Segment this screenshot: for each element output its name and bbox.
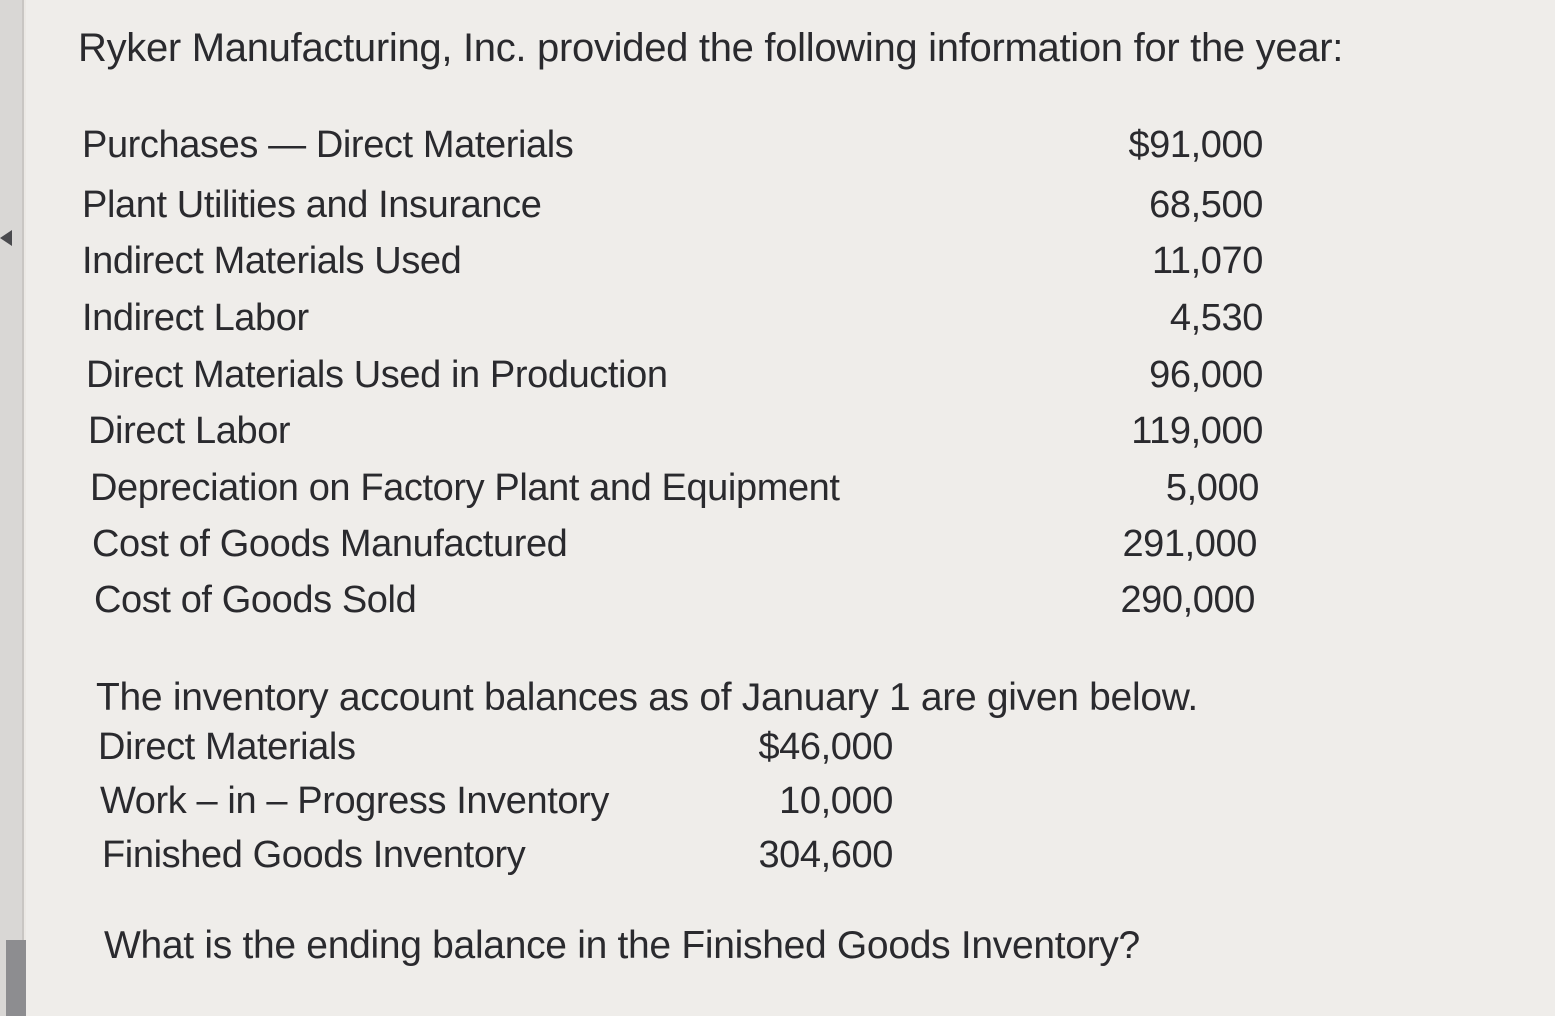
problem-heading: Ryker Manufacturing, Inc. provided the following information for the year: bbox=[78, 26, 1344, 70]
collapse-arrow-icon[interactable] bbox=[0, 230, 12, 246]
question-text: What is the ending balance in the Finished Goods Inventory? bbox=[104, 924, 1140, 967]
item-label: Cost of Goods Sold bbox=[94, 579, 417, 621]
item-amount: $91,000 bbox=[1128, 124, 1263, 166]
item-label: Plant Utilities and Insurance bbox=[82, 184, 542, 226]
item-label: Direct Materials Used in Production bbox=[86, 354, 668, 396]
item-amount: 4,530 bbox=[1169, 297, 1263, 339]
inventory-label: Work – in – Progress Inventory bbox=[100, 780, 609, 822]
inventory-amount: $46,000 bbox=[758, 726, 893, 768]
inventory-amount: 10,000 bbox=[779, 780, 893, 822]
item-amount: 119,000 bbox=[1131, 410, 1263, 452]
inventory-amount: 304,600 bbox=[758, 834, 893, 876]
item-label: Depreciation on Factory Plant and Equipment bbox=[90, 467, 840, 509]
item-amount: 5,000 bbox=[1165, 467, 1259, 509]
item-label: Indirect Materials Used bbox=[82, 240, 462, 282]
item-amount: 290,000 bbox=[1120, 579, 1255, 621]
item-amount: 291,000 bbox=[1122, 523, 1257, 565]
inventory-note: The inventory account balances as of January 1 are given below. bbox=[96, 676, 1198, 719]
item-amount: 96,000 bbox=[1149, 354, 1263, 396]
inventory-label: Direct Materials bbox=[98, 726, 356, 768]
item-label: Cost of Goods Manufactured bbox=[92, 523, 568, 565]
left-rail bbox=[0, 0, 24, 1016]
item-label: Indirect Labor bbox=[82, 297, 309, 339]
item-amount: 68,500 bbox=[1149, 184, 1263, 226]
item-amount: 11,070 bbox=[1151, 240, 1263, 282]
item-label: Purchases — Direct Materials bbox=[82, 124, 574, 166]
item-label: Direct Labor bbox=[88, 410, 291, 452]
inventory-label: Finished Goods Inventory bbox=[102, 834, 526, 876]
